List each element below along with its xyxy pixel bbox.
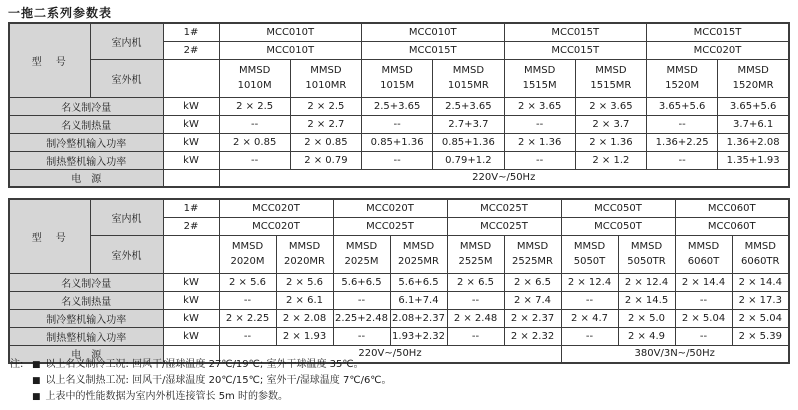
spec-value-cell: 2 × 7.4 [504,291,561,309]
spec-value-cell: 2 × 0.79 [290,151,361,169]
outdoor-model-cell: MMSD 1515M [504,59,575,97]
page-title: 一拖二系列参数表 [8,6,113,20]
indoor1-model-cell: MCC020T [219,199,333,217]
footnotes [10,357,392,405]
spec-value-cell: -- [504,115,575,133]
spec-value-cell: 5.6+6.5 [390,273,447,291]
footnote-row [10,389,392,405]
spec-value-cell: 2 × 6.5 [447,273,504,291]
unit-no-1-label: 1# [163,23,219,41]
spec-value-cell: 2 × 1.2 [575,151,646,169]
spec-value-cell: 3.65+5.6 [647,97,718,115]
spec-value-cell: 2 × 14.5 [618,291,675,309]
outdoor-model-cell: MMSD 2020M [219,235,276,273]
spec-value-cell: 2.25+2.48 [333,309,390,327]
indoor1-model-cell: MCC010T [362,23,505,41]
spec-value-cell: -- [647,115,718,133]
spec-value-cell: 0.85+1.36 [433,133,504,151]
outdoor-model-cell: MMSD 1015MR [433,59,504,97]
indoor1-model-cell: MCC015T [504,23,647,41]
unit-cell: kW [163,291,219,309]
indoor2-model-cell: MCC025T [333,217,447,235]
spec-value-cell: 2 × 5.6 [219,273,276,291]
spec-value-cell: -- [219,115,290,133]
spec-value-cell: 2 × 2.7 [290,115,361,133]
spec-value-cell: -- [333,291,390,309]
outdoor-model-cell: MMSD 2525MR [504,235,561,273]
spec-value-cell: -- [362,115,433,133]
outdoor-unit-label: 室外机 [90,235,163,273]
power-value-cell: 220V~/50Hz [219,345,561,363]
spec-value-cell: 2 × 4.7 [561,309,618,327]
outdoor-model-cell: MMSD 1515MR [575,59,646,97]
spec-value-cell: 1.93+2.32 [390,327,447,345]
param-table-1 [8,22,790,188]
outdoor-model-cell: MMSD 5050T [561,235,618,273]
spec-value-cell: 2 × 2.37 [504,309,561,327]
outdoor-unit-label: 室外机 [90,59,163,97]
spec-value-cell: 2 × 14.4 [732,273,789,291]
outdoor-model-cell: MMSD 1520MR [718,59,789,97]
bullet-square-icon: ■ [32,392,41,402]
indoor2-model-cell: MCC015T [504,41,647,59]
spec-value-cell: 2 × 5.04 [732,309,789,327]
model-label-cell: 型 号 [9,199,90,273]
spec-value-cell: -- [447,291,504,309]
spec-value-cell: 2 × 5.6 [276,273,333,291]
model-label-cell: 型 号 [9,23,90,97]
spec-value-cell: 0.85+1.36 [362,133,433,151]
outdoor-model-cell: MMSD 1010MR [290,59,361,97]
spec-value-cell: 0.79+1.2 [433,151,504,169]
outdoor-model-cell: MMSD 2525M [447,235,504,273]
spec-value-cell: -- [561,327,618,345]
footnote-text: 以上名义制冷工况: 回风干/湿球温度 27℃/19℃; 室外干球温度 35℃。 [45,359,364,370]
unit-cell: kW [163,309,219,327]
spec-value-cell: 2 × 5.39 [732,327,789,345]
indoor2-model-cell: MCC025T [447,217,561,235]
power-row-label: 电 源 [9,345,163,363]
unit-no-1-label: 1# [163,199,219,217]
spec-row-label: 名义制冷量 [9,97,163,115]
bullet-square-icon: ■ [32,360,41,370]
outdoor-model-cell: MMSD 1520M [647,59,718,97]
spec-value-cell: 2 × 17.3 [732,291,789,309]
spec-row-label: 名义制冷量 [9,273,163,291]
outdoor-model-cell: MMSD 1015M [362,59,433,97]
spec-value-cell: 2 × 1.36 [504,133,575,151]
spec-value-cell: 2 × 3.7 [575,115,646,133]
indoor1-model-cell: MCC020T [333,199,447,217]
spec-value-cell: -- [504,151,575,169]
indoor2-model-cell: MCC020T [219,217,333,235]
footnote-text: 以上名义制热工况: 回风干/湿球温度 20℃/15℃; 室外干/湿球温度 7℃/6℃。 [45,375,392,386]
unit-cell: kW [163,327,219,345]
empty-cell [163,59,219,97]
spec-value-cell: 2 × 14.4 [675,273,732,291]
spec-value-cell: 2 × 12.4 [561,273,618,291]
spec-value-cell: 2.7+3.7 [433,115,504,133]
indoor2-model-cell: MCC015T [362,41,505,59]
spec-value-cell: 2 × 1.93 [276,327,333,345]
spec-row-label: 制冷整机输入功率 [9,133,163,151]
indoor-unit-label: 室内机 [90,23,163,59]
power-value-cell: 380V/3N~/50Hz [561,345,789,363]
spec-value-cell: -- [362,151,433,169]
spec-value-cell: 2 × 0.85 [290,133,361,151]
unit-cell: kW [163,115,219,133]
spec-value-cell: -- [647,151,718,169]
spec-value-cell: 3.7+6.1 [718,115,789,133]
spec-row-label: 制冷整机输入功率 [9,309,163,327]
spec-value-cell: -- [219,151,290,169]
indoor1-model-cell: MCC015T [647,23,790,41]
outdoor-model-cell: MMSD 2025M [333,235,390,273]
outdoor-model-cell: MMSD 5050TR [618,235,675,273]
power-row-label: 电 源 [9,169,163,187]
spec-row-label: 制热整机输入功率 [9,151,163,169]
spec-value-cell: 2 × 2.08 [276,309,333,327]
bullet-square-icon: ■ [32,376,41,386]
unit-no-2-label: 2# [163,41,219,59]
spec-value-cell: -- [333,327,390,345]
spec-value-cell: 2 × 5.0 [618,309,675,327]
spec-value-cell: 1.36+2.08 [718,133,789,151]
unit-cell: kW [163,133,219,151]
spec-value-cell: 2 × 0.85 [219,133,290,151]
spec-value-cell: 2.5+3.65 [433,97,504,115]
indoor1-model-cell: MCC010T [219,23,362,41]
spec-value-cell: -- [675,327,732,345]
spec-value-cell: 2 × 2.48 [447,309,504,327]
outdoor-model-cell: MMSD 6060TR [732,235,789,273]
outdoor-model-cell: MMSD 2020MR [276,235,333,273]
spec-value-cell: -- [675,291,732,309]
footnote-prefix: 注: [10,359,24,370]
indoor2-model-cell: MCC020T [647,41,790,59]
indoor2-model-cell: MCC050T [561,217,675,235]
spec-row-label: 名义制热量 [9,115,163,133]
unit-cell: kW [163,97,219,115]
indoor1-model-cell: MCC025T [447,199,561,217]
spec-value-cell: 2 × 5.04 [675,309,732,327]
footnote-text: 上表中的性能数据为室内外机连接管长 5m 时的参数。 [45,391,288,402]
spec-value-cell: 2 × 6.5 [504,273,561,291]
empty-unit-cell [163,169,219,187]
indoor2-model-cell: MCC010T [219,41,362,59]
spec-row-label: 名义制热量 [9,291,163,309]
spec-value-cell: 2.5+3.65 [362,97,433,115]
param-table-2 [8,198,790,364]
spec-row-label: 制热整机输入功率 [9,327,163,345]
spec-value-cell: 2 × 2.5 [219,97,290,115]
indoor1-model-cell: MCC050T [561,199,675,217]
indoor1-model-cell: MCC060T [675,199,789,217]
spec-value-cell: -- [561,291,618,309]
spec-value-cell: 6.1+7.4 [390,291,447,309]
spec-value-cell: 2 × 4.9 [618,327,675,345]
spec-value-cell: 1.35+1.93 [718,151,789,169]
footnote-row [10,357,392,373]
footnote-row [10,373,392,389]
spec-value-cell: 5.6+6.5 [333,273,390,291]
spec-value-cell: 1.36+2.25 [647,133,718,151]
power-value-cell: 220V~/50Hz [219,169,789,187]
spec-value-cell: -- [447,327,504,345]
spec-value-cell: 2 × 6.1 [276,291,333,309]
spec-value-cell: 2.08+2.37 [390,309,447,327]
spec-value-cell: 2 × 2.25 [219,309,276,327]
unit-cell: kW [163,151,219,169]
spec-value-cell: 2 × 3.65 [504,97,575,115]
spec-value-cell: -- [219,327,276,345]
spec-value-cell: 3.65+5.6 [718,97,789,115]
spec-value-cell: -- [219,291,276,309]
spec-value-cell: 2 × 2.32 [504,327,561,345]
spec-value-cell: 2 × 1.36 [575,133,646,151]
outdoor-model-cell: MMSD 2025MR [390,235,447,273]
unit-cell: kW [163,273,219,291]
outdoor-model-cell: MMSD 6060T [675,235,732,273]
indoor-unit-label: 室内机 [90,199,163,235]
unit-no-2-label: 2# [163,217,219,235]
spec-value-cell: 2 × 12.4 [618,273,675,291]
indoor2-model-cell: MCC060T [675,217,789,235]
spec-value-cell: 2 × 2.5 [290,97,361,115]
outdoor-model-cell: MMSD 1010M [219,59,290,97]
empty-cell [163,235,219,273]
spec-value-cell: 2 × 3.65 [575,97,646,115]
